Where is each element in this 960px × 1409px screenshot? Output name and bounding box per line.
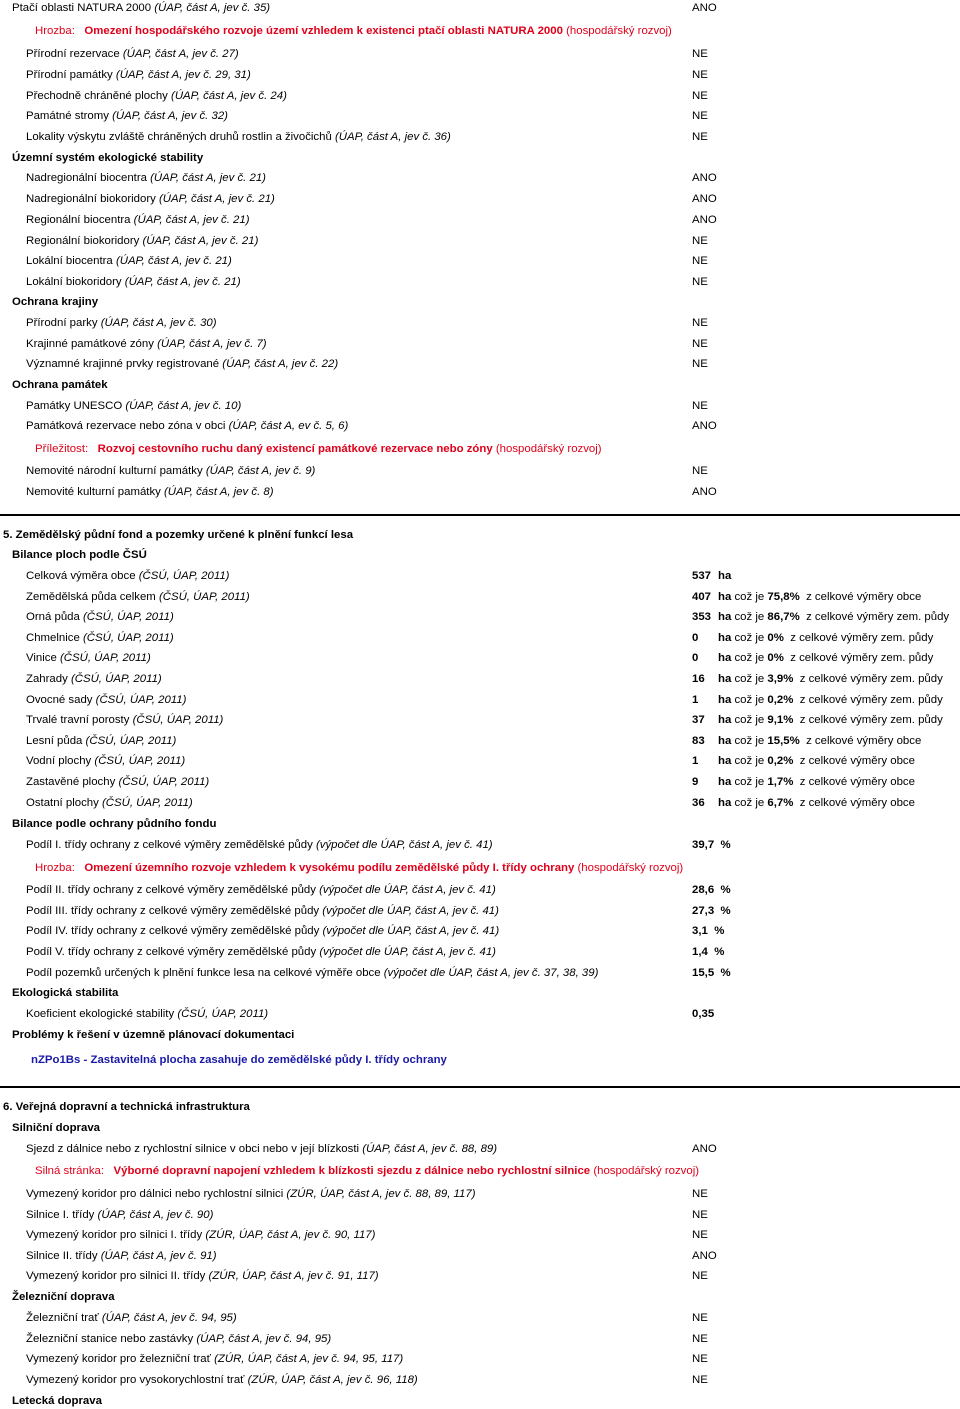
- row-value: [692, 692, 943, 708]
- row-ref: (ÚAP, část A, jev č. 21): [124, 276, 241, 288]
- row-value: [692, 568, 738, 584]
- heading-text: Bilance ploch podle ČSÚ: [12, 549, 147, 561]
- value-percent: 0%: [767, 652, 784, 665]
- value-number: 15,5: [692, 966, 715, 979]
- strength-suffix: (hospodářský rozvoj): [593, 1165, 700, 1177]
- value-percent: 3,9%: [767, 673, 794, 685]
- row-ref: (ZÚR, ÚAP, část A, jev č. 88, 89, 117): [286, 1188, 476, 1200]
- value-number: NE: [692, 1188, 708, 1200]
- value-percent: 9,1%: [767, 714, 794, 727]
- value-number: 9: [692, 776, 699, 788]
- row-value: NE: [692, 235, 708, 247]
- row-ref: (ÚAP, část A, jev č. 94, 95): [196, 1332, 332, 1345]
- row-ref: (ÚAP, část A, jev č. 8): [164, 486, 274, 498]
- row-label: Přírodní parky: [26, 317, 98, 329]
- row-value: ANO: [692, 214, 717, 226]
- row-label: Významné krajinné prvky registrované: [26, 358, 220, 370]
- row-label: Chmelnice: [26, 631, 80, 644]
- value-tail: z celkové výměry zem. půdy: [790, 631, 934, 644]
- value-number: 407: [692, 590, 712, 603]
- row-value: [692, 795, 915, 811]
- row-label: Ptačí oblasti NATURA 2000: [12, 2, 152, 14]
- row-ref: (ČSÚ, ÚAP, 2011): [177, 1008, 269, 1020]
- value-number: 1: [692, 693, 699, 706]
- value-unit: ha: [718, 796, 732, 809]
- row-value: [692, 1248, 717, 1264]
- row-value: NE: [692, 90, 708, 102]
- row-value: [692, 712, 943, 728]
- row-label: Podíl III. třídy ochrany z celkové výměry zemědělské půdy: [26, 904, 320, 917]
- value-mid: což je: [734, 631, 765, 644]
- section-divider: [0, 1086, 960, 1088]
- value-unit: %: [720, 966, 731, 979]
- value-tail: z celkové výměry zem. půdy: [790, 652, 934, 665]
- row-ref: (ÚAP, část A, jev č. 21): [133, 214, 250, 226]
- row-value: [692, 1207, 708, 1223]
- row-value: [692, 965, 731, 981]
- row-label: Orná půda: [26, 611, 80, 624]
- row-label: Vymezený koridor pro dálnici nebo rychlostní silnici: [26, 1188, 284, 1200]
- row-label: Přechodně chráněné plochy: [26, 90, 168, 102]
- value-unit: ha: [718, 776, 732, 788]
- value-unit: ha: [718, 631, 732, 644]
- value-mid: což je: [734, 611, 765, 624]
- value-tail: z celkové výměry obce: [799, 755, 915, 768]
- value-number: NE: [692, 1229, 708, 1242]
- row-label: Lesní půda: [26, 734, 83, 747]
- heading-text: Letecká doprava: [12, 1395, 102, 1407]
- row-value: ANO: [692, 172, 717, 184]
- row-value: ANO: [692, 193, 717, 205]
- row-value: [692, 1351, 708, 1367]
- row-value: [692, 671, 943, 687]
- row-ref: (ÚAP, část A, jev č. 9): [205, 465, 316, 477]
- value-unit: ha: [718, 590, 732, 603]
- row-ref: (ČSÚ, ÚAP, 2011): [83, 611, 174, 624]
- row-ref: (ÚAP, část A, jev č. 35): [154, 2, 271, 14]
- value-number: 16: [692, 673, 705, 685]
- value-mid: což je: [734, 673, 765, 685]
- value-number: 27,3: [692, 904, 715, 917]
- row-ref: (ZÚR, ÚAP, část A, jev č. 90, 117): [205, 1229, 376, 1242]
- row-label: Nadregionální biokoridory: [26, 193, 156, 205]
- row-ref: (ÚAP, část A, jev č. 32): [112, 110, 228, 122]
- row-value: NE: [692, 48, 708, 60]
- value-number: ANO: [692, 1249, 717, 1262]
- row-label: Trvalé travní porosty: [26, 714, 130, 727]
- value-tail: z celkové výměry zem. půdy: [806, 611, 950, 624]
- heading-text: Ekologická stabilita: [12, 987, 119, 999]
- row-value: [692, 1372, 708, 1388]
- value-tail: z celkové výměry zem. půdy: [799, 693, 943, 706]
- row-ref: (ČSÚ, ÚAP, 2011): [158, 590, 250, 603]
- row-value: ANO: [692, 2, 717, 14]
- row-label: Regionální biocentra: [26, 214, 131, 226]
- row-label: Zemědělská půda celkem: [26, 590, 156, 603]
- row-value: [692, 650, 933, 666]
- row-value: ANO: [692, 1143, 717, 1155]
- value-unit: ha: [718, 755, 732, 768]
- row-label: Lokální biokoridory: [26, 276, 122, 288]
- opportunity-suffix: (hospodářský rozvoj): [495, 443, 602, 455]
- row-ref: (ZÚR, ÚAP, část A, jev č. 91, 117): [208, 1270, 379, 1283]
- row-label: Vymezený koridor pro železniční trať: [26, 1353, 211, 1366]
- row-label: Regionální biokoridory: [26, 235, 140, 247]
- row-ref: (ČSÚ, ÚAP, 2011): [85, 734, 177, 747]
- row-value: [692, 609, 949, 625]
- threat-suffix: (hospodářský rozvoj): [577, 862, 684, 874]
- value-mid: což je: [734, 734, 765, 747]
- row-value: NE: [692, 317, 708, 329]
- row-ref: (ÚAP, část A, ev č. 5, 6): [228, 420, 349, 432]
- row-ref: (ÚAP, část A, jev č. 91): [100, 1249, 217, 1262]
- section-divider: [0, 514, 960, 516]
- row-label: Vymezený koridor pro silnici II. třídy: [26, 1270, 206, 1283]
- row-label: Nemovité národní kulturní památky: [26, 465, 203, 477]
- value-mid: což je: [734, 714, 765, 727]
- value-percent: 86,7%: [767, 611, 800, 624]
- value-tail: z celkové výměry obce: [799, 796, 915, 809]
- heading-text: Železniční doprava: [12, 1291, 115, 1303]
- value-number: 0: [692, 631, 699, 644]
- threat-text: Omezení územního rozvoje vzhledem k vysokému podílu zemědělské půdy I. třídy ochrany: [84, 862, 575, 874]
- value-tail: z celkové výměry zem. půdy: [799, 673, 943, 685]
- row-label: Silnice II. třídy: [26, 1249, 98, 1262]
- heading-text: Silniční doprava: [12, 1122, 100, 1134]
- value-tail: z celkové výměry obce: [806, 590, 922, 603]
- row-ref: (ČSÚ, ÚAP, 2011): [132, 714, 224, 727]
- value-unit: ha: [718, 673, 732, 685]
- value-percent: 0,2%: [767, 693, 794, 706]
- row-ref: (ÚAP, část A, jev č. 21): [150, 172, 266, 184]
- row-value: [692, 753, 915, 769]
- threat-suffix: (hospodářský rozvoj): [566, 25, 672, 37]
- row-ref: (ÚAP, část A, jev č. 29, 31): [115, 69, 251, 81]
- row-value: [692, 882, 731, 898]
- heading-text: Bilance podle ochrany půdního fondu: [12, 818, 217, 830]
- row-label: Koeficient ekologické stability: [26, 1008, 175, 1020]
- value-mid: což je: [734, 755, 765, 768]
- row-label: Nemovité kulturní památky: [26, 486, 161, 498]
- value-number: 1,4: [692, 946, 708, 959]
- row-label: Vymezený koridor pro silnici I. třídy: [26, 1229, 203, 1242]
- value-mid: což je: [734, 776, 765, 788]
- row-label: Podíl V. třídy ochrany z celkové výměry zemědělské půdy: [26, 946, 317, 959]
- row-ref: (ČSÚ, ÚAP, 2011): [94, 755, 186, 768]
- value-tail: z celkové výměry obce: [799, 776, 915, 788]
- row-value: [692, 944, 724, 960]
- row-value: NE: [692, 400, 708, 412]
- row-value: [692, 1227, 708, 1243]
- value-number: 0: [692, 652, 699, 665]
- row-value: ANO: [692, 486, 717, 498]
- value-number: NE: [692, 1353, 708, 1366]
- row-ref: (ÚAP, část A, jev č. 21): [158, 193, 275, 205]
- value-number: 39,7: [692, 839, 715, 851]
- value-unit: %: [720, 884, 731, 896]
- section-title-text: 6. Veřejná dopravní a technická infrastruktura: [3, 1101, 250, 1113]
- row-value: [692, 1331, 708, 1347]
- row-value: NE: [692, 338, 708, 350]
- row-ref: (ÚAP, část A, jev č. 21): [115, 255, 232, 267]
- value-number: 28,6: [692, 884, 715, 896]
- row-value: [692, 837, 731, 853]
- row-label: Lokální biocentra: [26, 255, 113, 267]
- value-percent: 15,5%: [767, 734, 800, 747]
- value-number: NE: [692, 1208, 708, 1221]
- value-unit: ha: [718, 734, 732, 747]
- row-label: Ostatní plochy: [26, 796, 99, 809]
- row-value: [692, 903, 731, 919]
- row-label: Nadregionální biocentra: [26, 172, 147, 184]
- value-unit: %: [714, 946, 725, 959]
- row-ref: (ČSÚ, ÚAP, 2011): [101, 796, 193, 809]
- row-value: [692, 1268, 708, 1284]
- value-mid: což je: [734, 796, 765, 809]
- row-ref: (ÚAP, část A, jev č. 27): [122, 48, 239, 60]
- row-value: [692, 774, 915, 790]
- row-label: Podíl pozemků určených k plnění funkce lesa na celkové výměře obce: [26, 966, 381, 979]
- value-unit: ha: [718, 611, 732, 624]
- value-number: 1: [692, 755, 699, 768]
- value-unit: %: [720, 839, 731, 851]
- value-number: NE: [692, 1270, 708, 1283]
- row-label: Ovocné sady: [26, 693, 93, 706]
- row-ref: (výpočet dle ÚAP, část A, jev č. 41): [319, 946, 496, 959]
- row-ref: (výpočet dle ÚAP, část A, jev č. 37, 38, 39): [383, 966, 599, 979]
- row-label: Vodní plochy: [26, 755, 92, 768]
- value-mid: což je: [734, 693, 765, 706]
- row-value: [692, 589, 921, 605]
- value-unit: ha: [718, 570, 732, 582]
- row-ref: (výpočet dle ÚAP, část A, jev č. 41): [319, 884, 496, 896]
- row-label: Vinice: [26, 652, 57, 665]
- value-unit: ha: [718, 652, 732, 665]
- opportunity-prefix: Příležitost:: [35, 443, 89, 455]
- row-value: NE: [692, 131, 708, 143]
- value-unit: %: [720, 904, 731, 917]
- row-value: [692, 923, 724, 939]
- value-number: 36: [692, 796, 705, 809]
- value-percent: 6,7%: [767, 796, 794, 809]
- value-number: 537: [692, 570, 712, 582]
- row-label: Podíl II. třídy ochrany z celkové výměry zemědělské půdy: [26, 884, 316, 896]
- row-value: NE: [692, 465, 708, 477]
- row-label: Lokality výskytu zvláště chráněných druhů rostlin a živočichů: [26, 131, 332, 143]
- row-label: Sjezd z dálnice nebo z rychlostní silnice v obci nebo v její blízkosti: [26, 1143, 360, 1155]
- value-percent: 75,8%: [767, 590, 800, 603]
- row-ref: (ÚAP, část A, jev č. 30): [100, 317, 217, 329]
- heading-text: Územní systém ekologické stability: [12, 152, 204, 164]
- row-ref: (ÚAP, část A, jev č. 36): [334, 131, 451, 143]
- row-label: Památková rezervace nebo zóna v obci: [26, 420, 226, 432]
- row-ref: (ČSÚ, ÚAP, 2011): [70, 673, 162, 685]
- row-value: NE: [692, 358, 708, 370]
- row-label: Celková výměra obce: [26, 570, 136, 582]
- value-number: NE: [692, 1312, 708, 1324]
- row-value: NE: [692, 110, 708, 122]
- heading-text: Problémy k řešení v územně plánovací dokumentaci: [12, 1029, 295, 1041]
- row-label: Podíl IV. třídy ochrany z celkové výměry zemědělské půdy: [26, 925, 320, 938]
- row-label: Zahrady: [26, 673, 68, 685]
- heading-text: Ochrana krajiny: [12, 296, 99, 308]
- row-value: ANO: [692, 420, 717, 432]
- row-ref: (ZÚR, ÚAP, část A, jev č. 96, 118): [247, 1374, 418, 1387]
- threat-text: Omezení hospodářského rozvoje území vzhledem k existenci ptačí oblasti NATURA 2000: [84, 25, 563, 37]
- value-number: 353: [692, 611, 712, 624]
- row-ref: (ČSÚ, ÚAP, 2011): [82, 631, 174, 644]
- strength-text: Výborné dopravní napojení vzhledem k blízkosti sjezdu z dálnice nebo rychlostní silnice: [113, 1165, 591, 1177]
- row-ref: (ÚAP, část A, jev č. 90): [97, 1208, 214, 1221]
- row-ref: (výpočet dle ÚAP, část A, jev č. 41): [322, 925, 500, 938]
- value-percent: 0%: [767, 631, 784, 644]
- row-ref: (ČSÚ, ÚAP, 2011): [95, 693, 187, 706]
- problem-text: nZPo1Bs - Zastavitelná plocha zasahuje do zemědělské půdy I. třídy ochrany: [31, 1054, 447, 1066]
- value-unit: %: [714, 925, 725, 938]
- value-tail: z celkové výměry obce: [806, 734, 922, 747]
- row-ref: (ČSÚ, ÚAP, 2011): [138, 570, 230, 582]
- value-percent: 0,2%: [767, 755, 794, 768]
- threat-prefix: Hrozba:: [35, 25, 75, 37]
- heading-text: Ochrana památek: [12, 379, 108, 391]
- value-tail: z celkové výměry zem. půdy: [799, 714, 943, 727]
- row-value: 0,35: [692, 1008, 715, 1020]
- row-label: Silnice I. třídy: [26, 1208, 95, 1221]
- value-unit: ha: [718, 714, 732, 727]
- row-label: Krajinné památkové zóny: [26, 338, 154, 350]
- row-label: Železniční stanice nebo zastávky: [26, 1332, 194, 1345]
- row-ref: (ZÚR, ÚAP, část A, jev č. 94, 95, 117): [214, 1353, 404, 1366]
- value-unit: ha: [718, 693, 732, 706]
- opportunity-text: Rozvoj cestovního ruchu daný existencí památkové rezervace nebo zóny: [97, 443, 493, 455]
- row-ref: (výpočet dle ÚAP, část A, jev č. 41): [322, 904, 499, 917]
- row-label: Přírodní památky: [26, 69, 113, 81]
- row-label: Železniční trať: [26, 1312, 99, 1324]
- row-ref: (ÚAP, část A, jev č. 21): [142, 235, 259, 247]
- value-number: 37: [692, 714, 705, 727]
- row-value: [692, 630, 933, 646]
- row-ref: (ČSÚ, ÚAP, 2011): [118, 776, 210, 788]
- row-ref: (ÚAP, část A, jev č. 24): [171, 90, 287, 102]
- row-ref: (ČSÚ, ÚAP, 2011): [60, 652, 151, 665]
- row-value: NE: [692, 255, 708, 267]
- threat-prefix: Hrozba:: [35, 862, 75, 874]
- row-value: [692, 1186, 708, 1202]
- value-mid: což je: [734, 652, 765, 665]
- value-percent: 1,7%: [767, 776, 794, 788]
- value-number: 3,1: [692, 925, 708, 938]
- value-number: 83: [692, 734, 705, 747]
- value-mid: což je: [734, 590, 765, 603]
- strength-prefix: Silná stránka:: [35, 1165, 105, 1177]
- row-label: Vymezený koridor pro vysokorychlostní trať: [26, 1374, 245, 1387]
- row-value: NE: [692, 69, 708, 81]
- row-ref: (ÚAP, část A, jev č. 88, 89): [362, 1143, 498, 1155]
- row-label: Přírodní rezervace: [26, 48, 120, 60]
- row-value: [692, 1310, 708, 1326]
- row-value: NE: [692, 276, 708, 288]
- row-label: Památky UNESCO: [26, 400, 123, 412]
- row-label: Zastavěné plochy: [26, 776, 116, 788]
- value-number: NE: [692, 1332, 708, 1345]
- row-ref: (ÚAP, část A, jev č. 10): [125, 400, 242, 412]
- value-number: NE: [692, 1374, 708, 1387]
- row-ref: (ÚAP, část A, jev č. 22): [222, 358, 339, 370]
- row-value: [692, 733, 921, 749]
- row-ref: (ÚAP, část A, jev č. 94, 95): [101, 1312, 237, 1324]
- row-label: Památné stromy: [26, 110, 109, 122]
- row-ref: (ÚAP, část A, jev č. 7): [157, 338, 267, 350]
- row-ref: (výpočet dle ÚAP, část A, jev č. 41): [315, 839, 493, 851]
- section-title-text: 5. Zemědělský půdní fond a pozemky určené k plnění funkcí lesa: [3, 529, 354, 541]
- row-label: Podíl I. třídy ochrany z celkové výměry zemědělské půdy: [26, 839, 313, 851]
